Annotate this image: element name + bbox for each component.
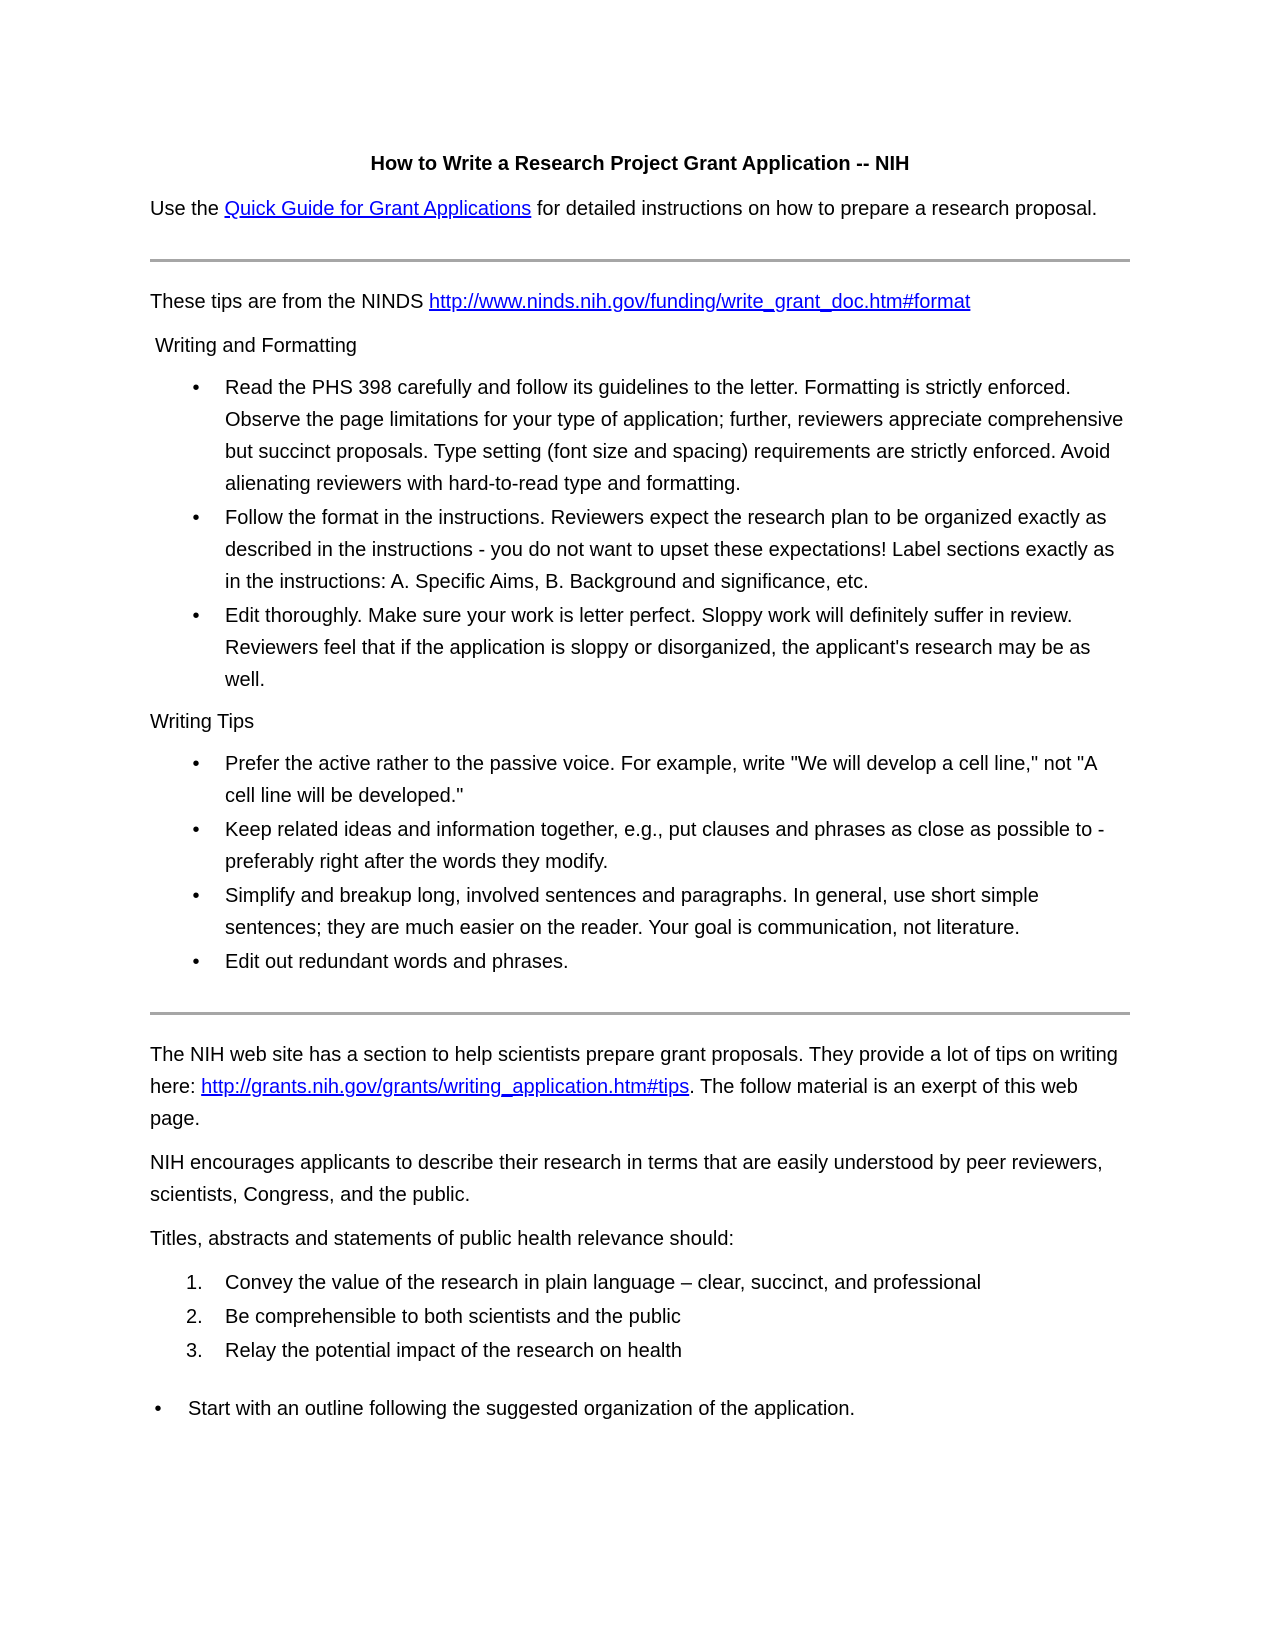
relevance-numbered-list <box>150 1267 1130 1367</box>
bullet-marker: • <box>192 819 200 841</box>
numbered-item <box>150 1301 1130 1333</box>
writing-tips-heading: Writing Tips <box>150 711 255 733</box>
list-item <box>150 748 1130 812</box>
list-item <box>150 880 1130 944</box>
list-item-text: Simplify and breakup long, involved sentences and paragraphs. In general, use short simple sentences; they are much easier on the reader. Your goal is communication, not literature. <box>225 885 1039 939</box>
outline-bullet-item <box>150 1393 1130 1425</box>
intro-paragraph <box>150 193 1130 225</box>
list-item-text: Follow the format in the instructions. Reviewers expect the research plan to be organized exactly as described in the instructions - you do not want to upset these expectations! Label sections exactly as in the instructions: A. Specific Aims, B. Background and significance, etc. <box>225 507 1115 593</box>
nih-text-after: . The follow material is an exerpt of this web page. <box>150 1076 1078 1130</box>
bullet-marker: • <box>192 951 200 973</box>
horizontal-rule-1 <box>150 259 1130 262</box>
item-number: 3. <box>186 1340 203 1362</box>
list-item <box>150 814 1130 878</box>
bullet-marker: • <box>154 1398 162 1420</box>
horizontal-rule-2 <box>150 1012 1130 1015</box>
numbered-item-text: Convey the value of the research in plain language – clear, succinct, and professional <box>225 1272 982 1294</box>
outline-bullet-text: Start with an outline following the suggested organization of the application. <box>188 1398 856 1420</box>
nih-writing-tips-link[interactable]: http://grants.nih.gov/grants/writing_application.htm#tips <box>201 1076 690 1098</box>
bullet-marker: • <box>192 377 200 399</box>
numbered-item-text: Be comprehensible to both scientists and the public <box>225 1306 681 1328</box>
quick-guide-link[interactable]: Quick Guide for Grant Applications <box>224 198 532 220</box>
list-item <box>150 502 1130 598</box>
item-number: 2. <box>186 1306 203 1328</box>
nih-website-paragraph <box>150 1039 1130 1135</box>
numbered-item-text: Relay the potential impact of the research on health <box>225 1340 682 1362</box>
list-item <box>150 600 1130 696</box>
intro-text-after: for detailed instructions on how to prepare a research proposal. <box>531 198 1098 220</box>
page-title: How to Write a Research Project Grant Application -- NIH <box>370 153 910 175</box>
intro-text-before: Use the <box>150 198 225 220</box>
list-item <box>150 372 1130 500</box>
writing-formatting-list <box>150 372 1130 696</box>
nih-encourages-paragraph: NIH encourages applicants to describe their research in terms that are easily understood by peer reviewers, scientists, Congress, and the public. <box>150 1152 1103 1206</box>
bullet-marker: • <box>192 507 200 529</box>
list-item-text: Edit thoroughly. Make sure your work is letter perfect. Sloppy work will definitely suffer in review. Reviewers feel that if the application is sloppy or disorganized, the applicant's research may be as well. <box>225 605 1091 691</box>
item-number: 1. <box>186 1272 203 1294</box>
ninds-link[interactable]: http://www.ninds.nih.gov/funding/write_grant_doc.htm#format <box>428 291 971 313</box>
list-item-text: Edit out redundant words and phrases. <box>225 951 569 973</box>
list-item-text: Read the PHS 398 carefully and follow its guidelines to the letter. Formatting is strictly enforced. Observe the page limitations for your type of application; further, reviewers appreciate comprehensive but succinct proposals. Type setting (font size and spacing) requirements are strictly enforced. Avoid alienating reviewers with hard-to-read type and formatting. <box>225 377 1124 495</box>
document-body <box>150 148 1130 1425</box>
writing-tips-list <box>150 748 1130 978</box>
list-item-text: Keep related ideas and information together, e.g., put clauses and phrases as close as possible to - preferably right after the words they modify. <box>225 819 1105 873</box>
list-item <box>150 946 1130 978</box>
writing-formatting-heading: Writing and Formatting <box>155 335 357 357</box>
ninds-text: These tips are from the NINDS <box>150 291 429 313</box>
titles-abstracts-paragraph: Titles, abstracts and statements of public health relevance should: <box>150 1228 735 1250</box>
bullet-marker: • <box>192 605 200 627</box>
bullet-marker: • <box>192 885 200 907</box>
bullet-marker: • <box>192 753 200 775</box>
list-item-text: Prefer the active rather to the passive voice. For example, write "We will develop a cell line," not "A cell line will be developed." <box>225 753 1097 807</box>
numbered-item <box>150 1267 1130 1299</box>
nih-text-before: The NIH web site has a section to help scientists prepare grant proposals. They provide a lot of tips on writing here: <box>150 1044 1118 1098</box>
ninds-source-paragraph <box>150 286 1130 318</box>
numbered-item <box>150 1335 1130 1367</box>
